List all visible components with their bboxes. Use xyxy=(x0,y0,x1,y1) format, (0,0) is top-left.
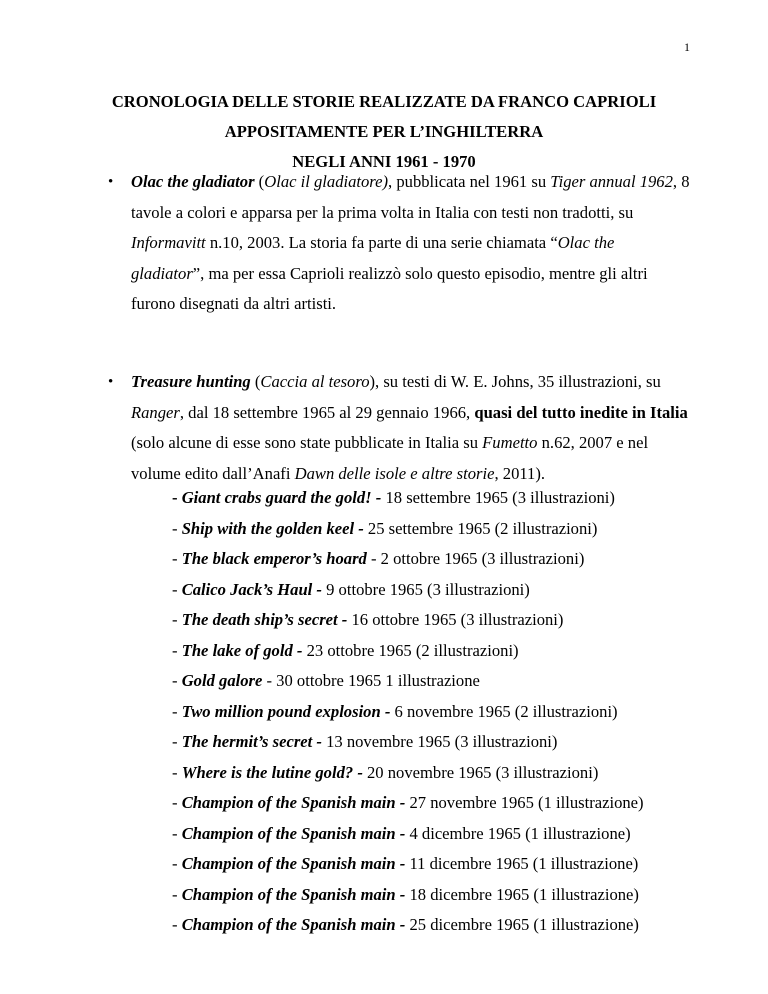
entry-text: ( xyxy=(254,172,265,191)
publication-name: Dawn delle isole e altre storie xyxy=(294,463,495,483)
episode-list xyxy=(172,483,732,941)
episode-title: Ship with the golden keel - xyxy=(181,518,368,538)
episode-item xyxy=(172,788,732,819)
episode-item xyxy=(172,575,732,606)
episode-title: Gold galore xyxy=(181,671,263,690)
bullet-icon: • xyxy=(108,174,114,190)
entry-text: n.10, 2003. La storia fa parte di una serie chiamata “ xyxy=(205,233,558,252)
story-title-italian: Caccia al tesoro xyxy=(260,372,370,391)
page-number: 1 xyxy=(684,40,690,54)
publication-name: Ranger xyxy=(131,402,180,422)
episode-details: 11 dicembre 1965 (1 illustrazione) xyxy=(409,854,639,873)
episode-item xyxy=(172,605,732,636)
entry-text: (solo alcune di esse sono state pubblicate in Italia su xyxy=(131,433,483,452)
episode-title: The hermit’s secret - xyxy=(181,732,327,751)
episode-details: 20 novembre 1965 (3 illustrazioni) xyxy=(367,762,599,782)
entry-text: , 2011). xyxy=(494,463,546,483)
episode-prefix: - xyxy=(172,671,182,690)
title-line-3: NEGLI ANNI 1961 - 1970 xyxy=(292,152,476,171)
episode-title: Two million pound explosion - xyxy=(181,701,395,721)
episode-prefix: - xyxy=(172,701,182,721)
episode-prefix: - xyxy=(172,518,182,538)
entry-text: ( xyxy=(250,372,261,391)
episode-prefix: - xyxy=(172,823,182,843)
story-title: Treasure hunting xyxy=(131,372,251,391)
episode-title: Champion of the Spanish main - xyxy=(181,915,410,934)
story-entry-treasure-hunting xyxy=(108,367,691,489)
publication-name: Tiger annual 1962 xyxy=(550,172,673,191)
episode-prefix: - xyxy=(172,793,182,812)
story-title-italian: Olac il gladiatore) xyxy=(264,172,389,191)
episode-item xyxy=(172,758,732,789)
story-entry-olac xyxy=(108,167,691,320)
episode-title: Champion of the Spanish main - xyxy=(181,854,410,873)
episode-item xyxy=(172,910,732,941)
entry-text: , dal 18 settembre 1965 al 29 gennaio 1966, xyxy=(179,402,475,422)
episode-details: 4 dicembre 1965 (1 illustrazione) xyxy=(409,823,631,843)
episode-details: 18 dicembre 1965 (1 illustrazione) xyxy=(409,884,639,904)
episode-prefix: - xyxy=(172,640,182,660)
bullet-icon: • xyxy=(108,374,114,390)
episode-title: Giant crabs guard the gold! - xyxy=(181,488,386,507)
episode-details: 9 ottobre 1965 (3 illustrazioni) xyxy=(326,579,530,599)
episode-item xyxy=(172,636,732,667)
episode-prefix: - xyxy=(172,762,182,782)
series-name: Olac the gladiator xyxy=(131,233,615,283)
episode-prefix: - xyxy=(172,488,182,507)
episode-title: Calico Jack’s Haul - xyxy=(181,579,327,599)
emphasis-text: quasi del tutto inedite in Italia xyxy=(474,402,688,422)
episode-details: 13 novembre 1965 (3 illustrazioni) xyxy=(326,732,558,751)
entry-text: , pubblicata nel 1961 su xyxy=(388,172,551,191)
episode-details: 18 settembre 1965 (3 illustrazioni) xyxy=(385,488,615,507)
entry-text: ”, ma per essa Caprioli realizzò solo questo episodio, mentre gli altri furono disegnati da altri artisti. xyxy=(131,263,648,313)
episode-title: Champion of the Spanish main - xyxy=(181,793,410,812)
publication-name: Fumetto xyxy=(482,433,538,452)
publication-name: Informavitt xyxy=(131,233,206,252)
episode-item xyxy=(172,514,732,545)
episode-item xyxy=(172,727,732,758)
story-title: Olac the gladiator xyxy=(131,172,255,191)
episode-item xyxy=(172,849,732,880)
episode-item xyxy=(172,697,732,728)
episode-title: The black emperor’s hoard xyxy=(181,549,367,568)
episode-item xyxy=(172,819,732,850)
entry-text: ), su testi di W. E. Johns, 35 illustrazioni, su xyxy=(369,372,661,391)
entry-text: , 8 tavole a colori e apparsa per la prima volta in Italia con testi non tradotti, su xyxy=(131,172,690,222)
episode-details: 27 novembre 1965 (1 illustrazione) xyxy=(409,793,644,812)
episode-title: Champion of the Spanish main - xyxy=(181,823,410,843)
episode-prefix: - xyxy=(172,732,182,751)
episode-item xyxy=(172,666,732,697)
title-line-2: APPOSITAMENTE PER L’INGHILTERRA xyxy=(224,122,544,141)
episode-prefix: - xyxy=(172,854,182,873)
episode-details: 16 ottobre 1965 (3 illustrazioni) xyxy=(351,610,564,629)
episode-item xyxy=(172,544,732,575)
episode-details: 25 dicembre 1965 (1 illustrazione) xyxy=(409,915,639,934)
episode-title: Champion of the Spanish main - xyxy=(181,884,410,904)
episode-prefix: - xyxy=(172,884,182,904)
episode-title: The lake of gold - xyxy=(181,640,307,660)
episode-title: The death ship’s secret - xyxy=(181,610,352,629)
episode-details: - 2 ottobre 1965 (3 illustrazioni) xyxy=(366,549,585,568)
episode-details: 6 novembre 1965 (2 illustrazioni) xyxy=(394,701,618,721)
episode-item xyxy=(172,880,732,911)
episode-prefix: - xyxy=(172,610,182,629)
title-line-1: CRONOLOGIA DELLE STORIE REALIZZATE DA FRANCO CAPRIOLI xyxy=(111,92,657,111)
episode-prefix: - xyxy=(172,549,182,568)
episode-details: - 30 ottobre 1965 1 illustrazione xyxy=(262,671,480,690)
episode-details: 25 settembre 1965 (2 illustrazioni) xyxy=(367,518,598,538)
episode-details: 23 ottobre 1965 (2 illustrazioni) xyxy=(306,640,519,660)
episode-item xyxy=(172,483,732,514)
episode-prefix: - xyxy=(172,915,182,934)
document-title xyxy=(0,87,768,177)
episode-title: Where is the lutine gold? - xyxy=(181,762,367,782)
entry-text: n.62, 2007 e nel volume edito dall’Anafi xyxy=(131,433,649,483)
episode-prefix: - xyxy=(172,579,182,599)
